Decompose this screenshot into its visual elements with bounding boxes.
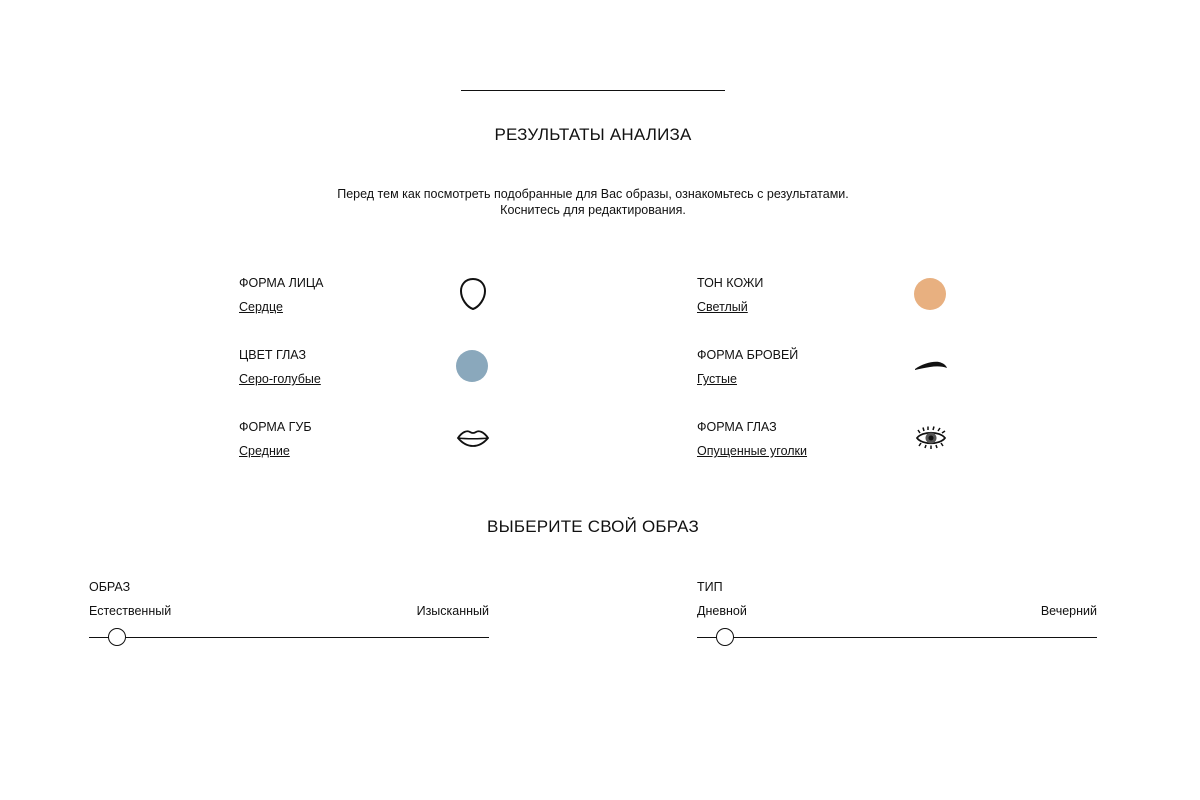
look-slider-thumb[interactable] bbox=[108, 628, 126, 646]
face-shape-label: ФОРМА ЛИЦА bbox=[239, 276, 324, 290]
look-slider-max-label: Изысканный bbox=[416, 604, 489, 618]
eye-shape-result[interactable] bbox=[697, 420, 807, 460]
skin-tone-label: ТОН КОЖИ bbox=[697, 276, 764, 290]
skin-tone-result[interactable] bbox=[697, 276, 763, 316]
type-slider-track[interactable] bbox=[697, 637, 1097, 638]
eye-shape-label: ФОРМА ГЛАЗ bbox=[697, 420, 777, 434]
intro-text bbox=[0, 186, 1186, 218]
type-slider-thumb[interactable] bbox=[716, 628, 734, 646]
eye-color-swatch[interactable] bbox=[456, 350, 490, 384]
brow-shape-value[interactable]: Густые bbox=[697, 372, 737, 386]
eye-color-label: ЦВЕТ ГЛАЗ bbox=[239, 348, 307, 362]
face-shape-value[interactable]: Сердце bbox=[239, 300, 283, 314]
face-outline-icon[interactable] bbox=[456, 277, 490, 311]
results-title: РЕЗУЛЬТАТЫ АНАЛИЗА bbox=[494, 125, 692, 144]
skin-tone-color-circle bbox=[914, 278, 946, 310]
look-slider-label: ОБРАЗ bbox=[89, 580, 131, 594]
eye-color-result[interactable] bbox=[239, 348, 321, 388]
skin-tone-value[interactable]: Светлый bbox=[697, 300, 748, 314]
type-slider-block bbox=[697, 580, 1097, 618]
skin-tone-swatch[interactable] bbox=[914, 278, 948, 312]
choose-look-title: ВЫБЕРИТЕ СВОЙ ОБРАЗ bbox=[487, 517, 699, 536]
look-slider-track[interactable] bbox=[89, 637, 489, 638]
lip-shape-value[interactable]: Средние bbox=[239, 444, 290, 458]
top-divider bbox=[461, 90, 725, 91]
intro-line-1: Перед тем как посмотреть подобранные для Вас образы, ознакомьтесь с результатами. bbox=[337, 187, 849, 201]
type-slider-ends bbox=[697, 604, 1097, 618]
lips-icon[interactable] bbox=[456, 421, 490, 455]
brow-shape-label: ФОРМА БРОВЕЙ bbox=[697, 348, 799, 362]
eyebrow-icon[interactable] bbox=[914, 349, 948, 383]
eye-color-circle bbox=[456, 350, 488, 382]
look-slider-block bbox=[89, 580, 489, 618]
lip-shape-result[interactable] bbox=[239, 420, 312, 460]
eye-shape-value[interactable]: Опущенные уголки bbox=[697, 444, 808, 458]
intro-line-2: Коснитесь для редактирования. bbox=[500, 203, 686, 217]
eye-color-value[interactable]: Серо-голубые bbox=[239, 372, 321, 386]
eye-icon[interactable] bbox=[914, 421, 948, 455]
look-slider-ends bbox=[89, 604, 489, 618]
type-slider-label: ТИП bbox=[697, 580, 723, 594]
face-shape-result[interactable] bbox=[239, 276, 323, 316]
look-slider-min-label: Естественный bbox=[89, 604, 172, 618]
type-slider-max-label: Вечерний bbox=[1040, 604, 1097, 618]
lip-shape-label: ФОРМА ГУБ bbox=[239, 420, 312, 434]
brow-shape-result[interactable] bbox=[697, 348, 798, 388]
type-slider-min-label: Дневной bbox=[697, 604, 747, 618]
